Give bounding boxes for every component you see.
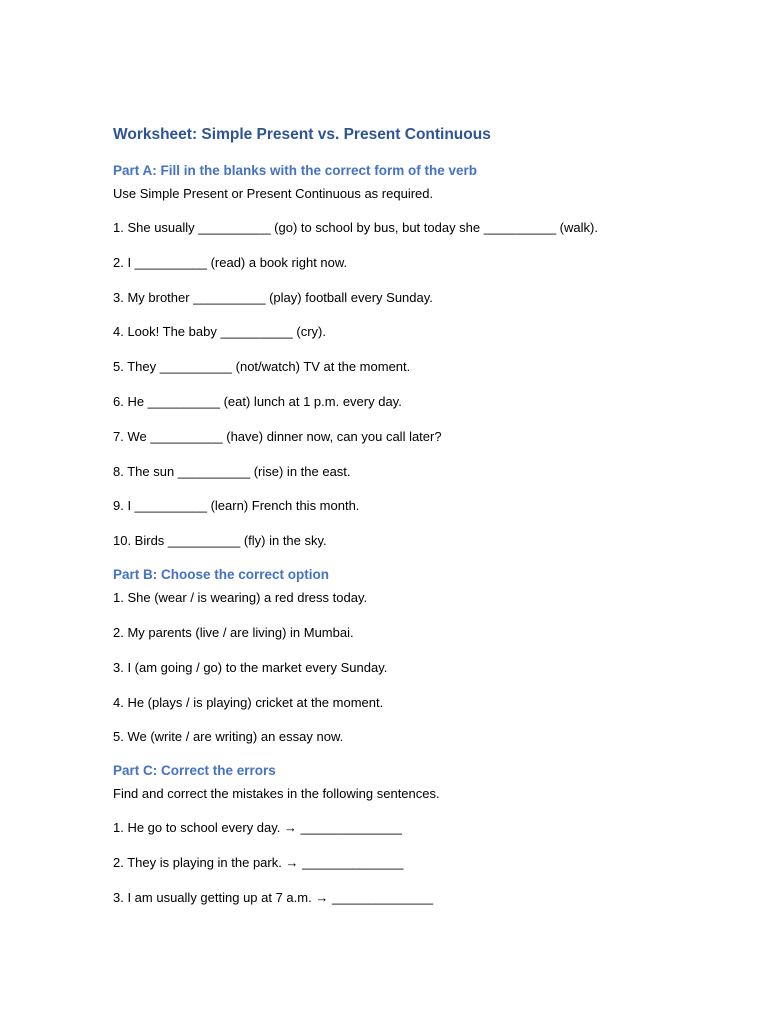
part-c-item-3: 3. I am usually getting up at 7 a.m. → ______________ (113, 889, 434, 905)
part-a-heading: Part A: Fill in the blanks with the correct form of the verb (113, 163, 478, 178)
part-a-item-7: 7. We __________ (have) dinner now, can you call later? (113, 428, 442, 444)
worksheet-content (113, 124, 713, 907)
part-a-item-3: 3. My brother __________ (play) football every Sunday. (113, 289, 433, 305)
part-a-instruction: Use Simple Present or Present Continuous as required. (113, 186, 434, 201)
part-b-item-5: 5. We (write / are writing) an essay now. (113, 729, 344, 745)
part-b-item-4: 4. He (plays / is playing) cricket at the moment. (113, 694, 384, 710)
part-a-item-9: 9. I __________ (learn) French this month. (113, 498, 360, 514)
part-a-item-2: 2. I __________ (read) a book right now. (113, 254, 348, 270)
part-a-section (113, 162, 713, 550)
part-b-item-2: 2. My parents (live / are living) in Mumbai. (113, 624, 354, 640)
part-a-item-5: 5. They __________ (not/watch) TV at the moment. (113, 359, 411, 375)
part-a-item-1: 1. She usually __________ (go) to school by bus, but today she __________ (walk). (113, 220, 598, 235)
part-c-item-2: 2. They is playing in the park. → ______________ (113, 855, 404, 871)
page-title: Worksheet: Simple Present vs. Present Continuous (113, 126, 491, 143)
part-c-item-1: 1. He go to school every day. → ______________ (113, 820, 402, 836)
part-b-item-3: 3. I (am going / go) to the market every Sunday. (113, 659, 388, 675)
part-a-item-8: 8. The sun __________ (rise) in the east. (113, 463, 351, 479)
part-a-item-4: 4. Look! The baby __________ (cry). (113, 324, 326, 340)
part-a-item-10: 10. Birds __________ (fly) in the sky. (113, 533, 327, 549)
part-c-heading: Part C: Correct the errors (113, 763, 276, 779)
part-a-item-6: 6. He __________ (eat) lunch at 1 p.m. every day. (113, 393, 402, 409)
part-c-instruction: Find and correct the mistakes in the following sentences. (113, 786, 440, 802)
part-c-section (113, 762, 713, 907)
part-b-item-1: 1. She (wear / is wearing) a red dress today. (113, 590, 368, 606)
part-b-heading: Part B: Choose the correct option (113, 567, 330, 583)
part-b-section (113, 566, 713, 746)
